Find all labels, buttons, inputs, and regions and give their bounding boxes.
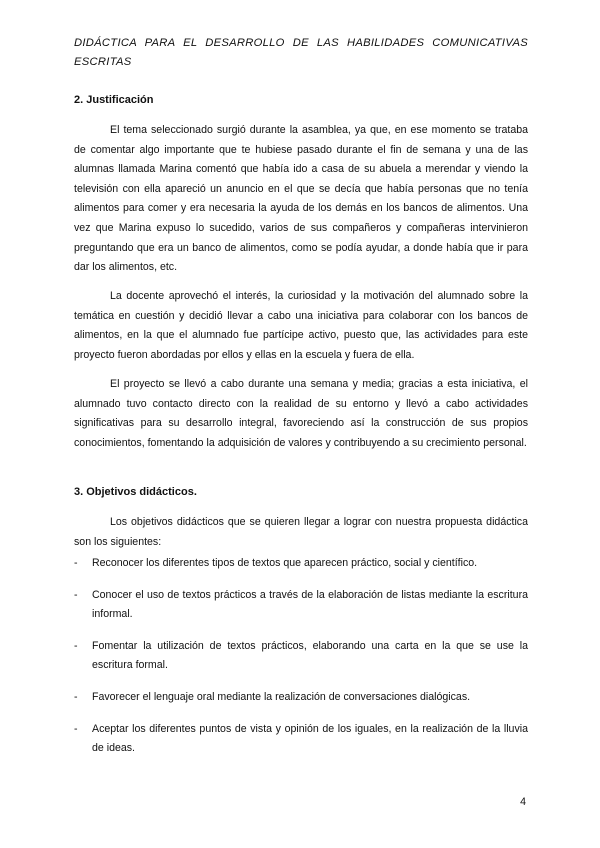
list-item <box>74 720 528 759</box>
list-bullet: - <box>74 690 78 703</box>
section-heading-justificacion: 2. Justificación <box>74 94 154 106</box>
list-item <box>74 586 528 625</box>
list-item <box>74 637 528 676</box>
list-bullet: - <box>74 722 78 735</box>
list-item-text: Aceptar los diferentes puntos de vista y opinión de los iguales, en la realización de la lluvia de ideas. <box>92 722 528 755</box>
list-bullet: - <box>74 639 78 652</box>
list-item-text: Favorecer el lenguaje oral mediante la realización de conversaciones dialógicas. <box>92 690 471 703</box>
paragraph: El tema seleccionado surgió durante la asamblea, ya que, en ese momento se trataba de comentar algo importante que te hubiese pasado durante el fin de semana y una de las alumnas llamada Marina comentó que había ido a casa de su abuela a merendar y viendo la televisión con ella apareció un anuncio en el que se decía que había personas que no tenía alimentos para comer y era necesaria la ayuda de los demás en los bancos de alimentos. Una vez que Marina expuso lo sucedido, varios de sus compañeros y compañeras intervinieron preguntando que era un banco de alimentos, como se podía ayudar, a donde había que ir para dar los alimentos, etc. <box>74 124 528 274</box>
section-heading-objetivos: 3. Objetivos didácticos. <box>74 486 197 498</box>
paragraph: El proyecto se llevó a cabo durante una semana y media; gracias a esta iniciativa, el alumnado tuvo contacto directo con la realidad de su entorno y llevó a cabo actividades significativas para su desarrollo integral, favoreciendo así la construcción de sus propios conocimientos, fomentando la adquisición de valores y contribuyendo a su crecimiento personal. <box>74 378 528 449</box>
list-bullet: - <box>74 557 78 569</box>
running-header: DIDÁCTICA PARA EL DESARROLLO DE LAS HABILIDADES COMUNICATIVAS ESCRITAS <box>74 37 528 68</box>
paragraph: La docente aprovechó el interés, la curiosidad y la motivación del alumnado sobre la temática en cuestión y decidió llevar a cabo una iniciativa para colaborar con los bancos de alimentos, en la que el alumnado fue partícipe activo, puesto que, las actividades para este proyecto fueron abordadas por ellos y ellas en la escuela y fuera de ella. <box>74 290 528 361</box>
list-item <box>74 554 528 574</box>
list-item <box>74 688 528 708</box>
list-item-text: Conocer el uso de textos prácticos a través de la elaboración de listas mediante la escritura informal. <box>92 588 528 621</box>
objectives-intro: Los objetivos didácticos que se quieren llegar a lograr con nuestra propuesta didáctica son los siguientes: <box>74 516 528 548</box>
list-bullet: - <box>74 588 78 601</box>
list-item-text: Reconocer los diferentes tipos de textos que aparecen práctico, social y científico. <box>92 557 478 569</box>
objectives-list <box>74 554 528 771</box>
list-item-text: Fomentar la utilización de textos prácticos, elaborando una carta en la que se use la escritura formal. <box>92 639 528 672</box>
page-number: 4 <box>520 796 526 808</box>
